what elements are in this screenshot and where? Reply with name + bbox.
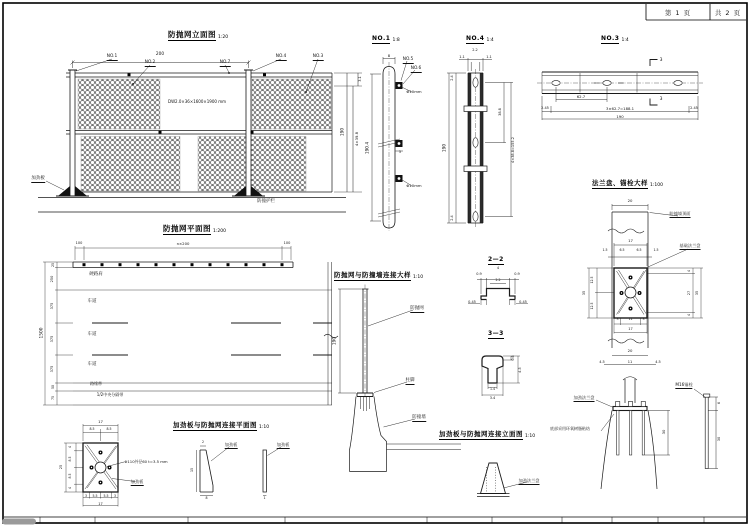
page-total-cell [710, 4, 746, 20]
dim-label: n×200 [176, 241, 190, 246]
dim-label: 路缘带 [90, 381, 102, 386]
callout-label: 加劲板 [225, 443, 238, 449]
dim-label: 3 [616, 317, 619, 321]
dim-label: 375 [50, 302, 55, 310]
title-no3: NO.3 1:4 [601, 35, 629, 43]
callout-label: 加劲板 [31, 177, 45, 183]
dim-label: 2.4 [450, 215, 455, 221]
dim-label: 0.6 [511, 355, 516, 361]
dim-label: 硬路肩 [89, 272, 103, 277]
dim-label: 3 [113, 494, 117, 498]
dim-label: 11 [628, 317, 633, 321]
dim-label: 17 [98, 502, 103, 506]
callout-label: NO.5 [403, 58, 414, 64]
dim-label: 8.5 [106, 427, 112, 431]
dim-label: 8.5 [68, 456, 73, 462]
dim-label: 100 [283, 241, 291, 245]
dim-label: 17 [628, 327, 633, 331]
dim-label: 2.45 [690, 106, 698, 110]
callout-label: 加劲板 [277, 443, 290, 449]
dim-label: 2.2 [472, 48, 478, 52]
callout-label: 柱脚 [406, 379, 415, 385]
callout-label: 加劲板 [131, 480, 144, 486]
dim-label: 4 [68, 486, 73, 490]
dim-label: 190 [340, 127, 346, 137]
dim-label: Φ110外径60 t=3.5 mm [124, 459, 168, 464]
dim-label: 4×38.8=155.2 [511, 137, 516, 163]
callout-label: 基础法兰盘 [680, 244, 701, 250]
title-stiffener-plan: 加劲板与防抛网连接平面图 1:10 [173, 421, 270, 430]
dim-label: 6 [717, 401, 722, 405]
dim-label: Φ10mm [406, 183, 422, 188]
page-number: 第 1 页 [664, 8, 692, 17]
dim-label: 1.1 [486, 55, 492, 59]
dim-label: 190 [442, 143, 448, 153]
title-section-2-2: 2—2 [488, 256, 504, 263]
dim-label: 1.5 [602, 248, 608, 252]
dim-label: 车道 [87, 299, 97, 304]
dim-label: 2 [201, 440, 205, 444]
dim-label: 62.7 [576, 94, 586, 99]
dim-label: 5.5 [92, 494, 98, 498]
dim-label: 3 [659, 97, 663, 102]
dim-label: 375 [50, 335, 55, 343]
dim-label: 12.5 [590, 302, 595, 310]
dim-label: 6.5 [636, 248, 642, 252]
dim-label: 15 [190, 467, 195, 473]
dim-label: 2.4 [450, 75, 455, 81]
dim-label: 3.1 [358, 76, 363, 82]
dim-label: 6.5 [619, 248, 625, 252]
dim-label: 0.45 [519, 300, 527, 304]
dim-label: 1.1 [459, 55, 465, 59]
dim-label: 1/2中央分隔带 [96, 392, 124, 397]
page-number-cell [646, 4, 710, 20]
dim-label: 20 [627, 198, 633, 203]
callout-label: 防抛网 [410, 307, 424, 313]
title-no4: NO.4 1:4 [466, 35, 494, 43]
dim-label: 25 [51, 262, 56, 268]
dim-label: 4 [496, 266, 500, 270]
dim-label: 35 [582, 290, 587, 296]
dim-label: 8 [205, 496, 208, 500]
callout-label: 防撞墙 [412, 416, 426, 422]
title-flange: 法兰盘、锚栓大样 1:100 [592, 179, 663, 188]
dim-label: 8.5 [89, 427, 95, 431]
title-plan: 防抛网平面图 1:200 [163, 224, 226, 234]
dim-label: 20 [627, 348, 633, 353]
dim-label: 8 [387, 53, 391, 58]
dim-label: 5.5 [103, 494, 109, 498]
dim-label: 4 [687, 313, 692, 317]
dim-label: 35 [695, 290, 700, 296]
dim-label: 1 [263, 496, 266, 500]
dim-label: 底部采用环氧树脂粘结 [550, 426, 590, 431]
dim-label: 50 [51, 384, 56, 390]
dim-label: 4×39.8 [353, 131, 359, 147]
callout-label: NO.6 [411, 67, 422, 73]
dim-label: 3.4 [489, 396, 496, 400]
callout-label: 加劲法兰盘 [519, 479, 540, 485]
title-stiffener-elevation: 加劲板与防抛网连接立面图 1:10 [439, 430, 536, 439]
callout-label: NO.1 [107, 55, 118, 61]
callout-label: NO.4 [276, 55, 287, 61]
dim-label: 1500 [39, 327, 45, 339]
callout-label: 加劲法兰盘 [574, 396, 595, 402]
dim-label: 190.4 [365, 141, 371, 155]
dim-label: 0.9 [514, 272, 520, 276]
dim-label: 200 [155, 52, 165, 57]
dim-label: 25 [59, 464, 64, 470]
dim-label: 100 [75, 241, 83, 245]
dim-label: 12.5 [590, 276, 595, 284]
callout-label: NO.2 [145, 61, 156, 67]
title-elevation: 防抛网立面图 1:20 [168, 30, 229, 40]
callout-label: M16锚栓 [675, 383, 692, 389]
dim-label: 375 [50, 365, 55, 373]
dim-label: 车道 [87, 332, 97, 337]
dim-label: 车道 [87, 362, 97, 367]
dim-label: 11 [627, 360, 633, 364]
dim-label: 5 [398, 150, 402, 154]
dim-label: 75 [51, 395, 56, 401]
dim-label: 190 [332, 336, 338, 346]
dim-label: 8.5 [68, 473, 73, 479]
callout-label: 防撞墙顶面 [670, 212, 691, 218]
dim-label: 3×62.7=188.1 [605, 106, 635, 111]
dim-label: 27 [687, 290, 692, 296]
dim-label: 1.4 [489, 387, 496, 391]
dim-label: 3 [659, 58, 663, 63]
dim-label: 4.5 [599, 360, 605, 364]
dim-label: 190 [616, 114, 624, 119]
dim-label: 3 [84, 494, 88, 498]
dim-label: 4 [687, 269, 692, 273]
dim-label: 0.45 [468, 300, 476, 304]
callout-label: NO.3 [313, 55, 324, 61]
dim-label: 0.9 [476, 272, 482, 276]
dim-label: Φ10mm [406, 89, 422, 94]
dim-label: DW2.0×36×1600×1900 mm [168, 99, 226, 104]
title-no1: NO.1 1:8 [372, 35, 400, 43]
dim-label: 3 [642, 317, 645, 321]
dim-label: 17 [98, 419, 103, 424]
page-total: 共 2 页 [714, 8, 742, 17]
dim-label: 17 [628, 238, 633, 243]
dim-label: 4.5 [518, 367, 523, 373]
dim-label: 2.2 [495, 278, 501, 282]
dim-label: 250 [50, 275, 55, 283]
dim-label: 2.45 [541, 106, 549, 110]
dim-label: 30 [717, 436, 722, 442]
dim-label: 4.5 [655, 360, 661, 364]
title-wall-connection: 防抛网与防撞墙连接大样 1:10 [334, 271, 424, 280]
callout-label: NO.7 [220, 61, 231, 67]
dim-label: 4 [68, 445, 73, 449]
dim-label: 防撞护栏 [257, 199, 275, 204]
title-section-3-3: 3—3 [488, 330, 504, 337]
dim-label: 30 [660, 429, 666, 435]
dim-label: 38.8 [498, 108, 503, 116]
dim-label: 1.5 [653, 248, 659, 252]
